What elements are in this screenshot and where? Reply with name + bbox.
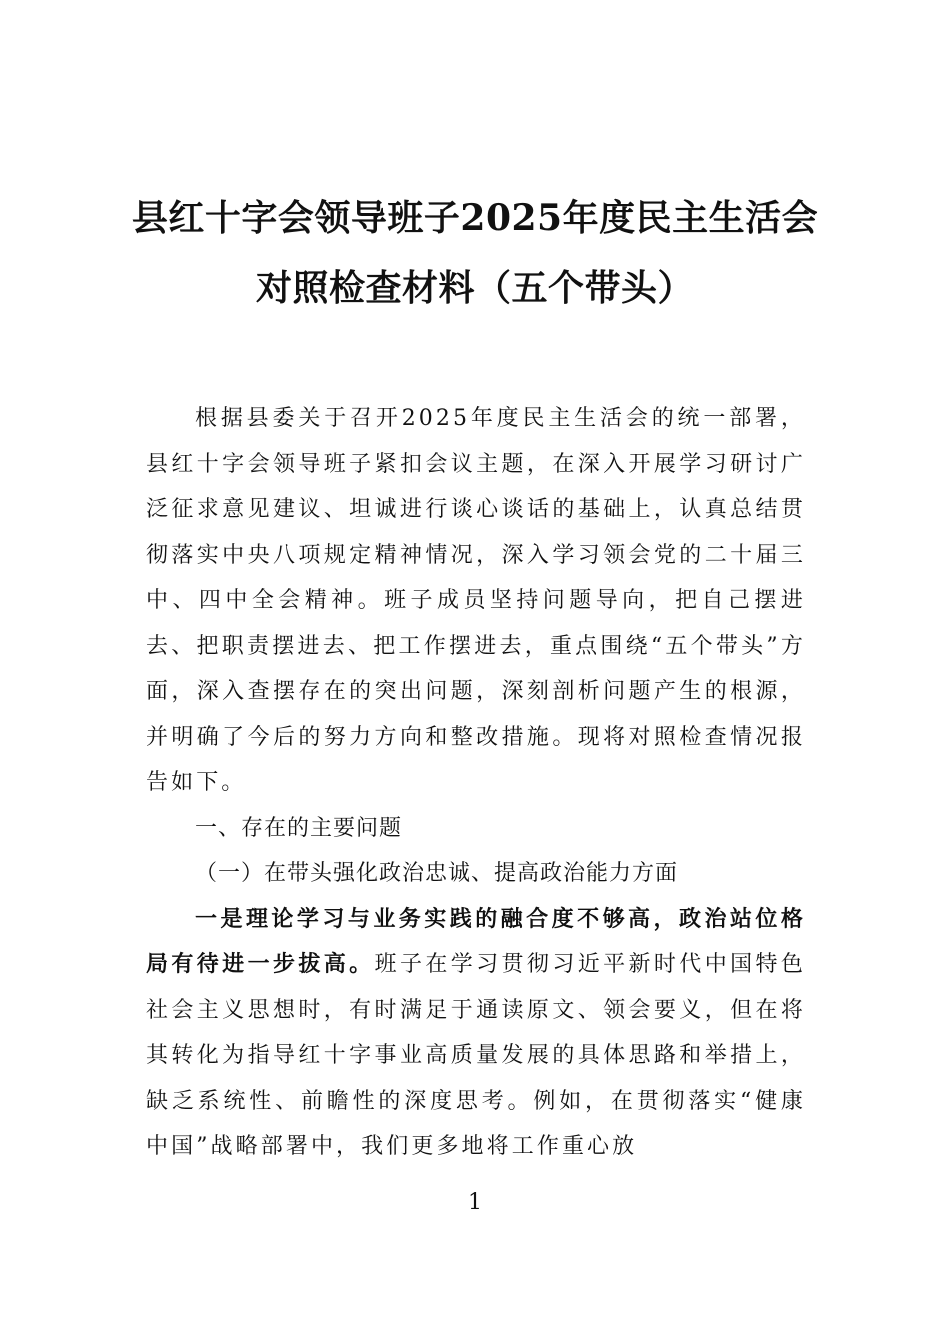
subsection-heading: （一）在带头强化政治忠诚、提高政治能力方面 — [195, 861, 679, 886]
point-bold-lead: 一是理论学习与业务实践的融合度不够高，政治站位格局有待进一步拔高。 — [146, 905, 806, 977]
point-paragraph — [146, 897, 806, 1170]
page-number: 1 — [468, 1190, 482, 1215]
intro-paragraph: 根据县委关于召开2025年度民主生活会的统一部署，县红十字会领导班子紧扣会议主题，在深入开展学习研讨广泛征求意见建议、坦诚进行谈心谈话的基础上，认真总结贯彻落实中央八项规定精神情况，深入学习领会党的二十届三中、四中全会精神。班子成员坚持问题导向，把自己摆进去、把职责摆进去、把工作摆进去，重点围绕“五个带头”方面，深入查摆存在的突出问题，深刻剖析问题产生的根源，并明确了今后的努力方向和整改措施。现将对照检查情况报告如下。 — [146, 406, 806, 795]
document-title-line-1: 县红十字会领导班子2025年度民主生活会 — [131, 197, 819, 239]
document-title-line-2: 对照检查材料（五个带头） — [255, 267, 694, 309]
point-text: 班子在学习贯彻习近平新时代中国特色社会主义思想时，有时满足于通读原文、领会要义，但在将其转化为指导红十字事业高质量发展的具体思路和举措上，缺乏系统性、前瞻性的深度思考。例如，在贯彻落实“健康中国”战略部署中，我们更多地将工作重心放 — [146, 952, 806, 1159]
document-body — [146, 396, 806, 1170]
section-heading: 一、存在的主要问题 — [195, 815, 403, 841]
